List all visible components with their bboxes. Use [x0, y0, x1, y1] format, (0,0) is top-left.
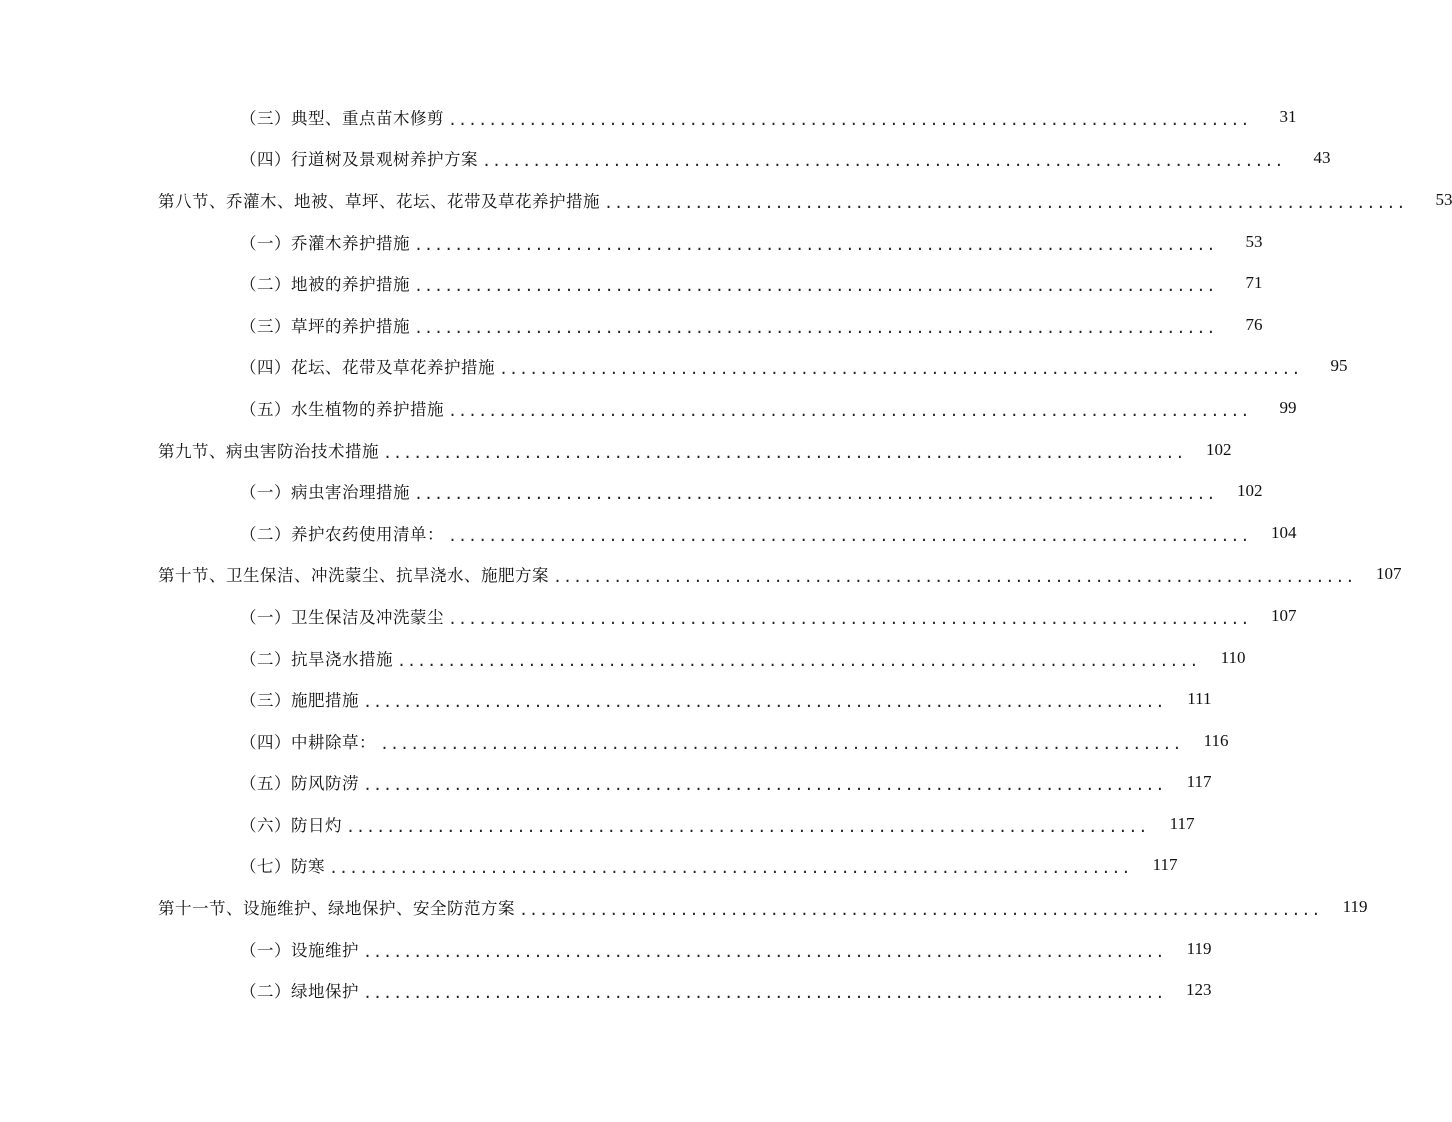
toc-leader-dots: ................................................................................	[448, 526, 1251, 545]
toc-entry[interactable]	[0, 387, 1297, 429]
toc-leader-dots: ................................................................................	[499, 360, 1302, 379]
toc-entry-title: 第十一节、设施维护、绿地保护、安全防范方案	[158, 899, 515, 919]
toc-entry[interactable]	[0, 720, 1229, 762]
toc-entry[interactable]	[0, 845, 1178, 887]
toc-entry-title: （四）中耕除草：	[240, 732, 376, 752]
toc-entry-title: （一）设施维护	[240, 940, 359, 960]
toc-leader-dots: ................................................................................	[448, 401, 1251, 420]
toc-entry[interactable]	[0, 928, 1212, 970]
toc-entry-title: （三）施肥措施	[240, 691, 359, 711]
toc-entry-page: 102	[1236, 481, 1263, 501]
toc-leader-dots: ................................................................................	[604, 193, 1407, 212]
toc-entry-title: 第八节、乔灌木、地被、草坪、花坛、花带及草花养护措施	[158, 191, 600, 211]
toc-leader-dots: ................................................................................	[448, 110, 1251, 129]
toc-leader-dots: ................................................................................	[383, 443, 1186, 462]
toc-entry-page: 99	[1279, 397, 1297, 417]
toc-entry-title: （二）抗旱浇水措施	[240, 649, 393, 669]
toc-entry[interactable]	[0, 637, 1246, 679]
toc-entry-title: （一）病虫害治理措施	[240, 483, 410, 503]
toc-entry-page: 71	[1245, 273, 1263, 293]
toc-entry-title: （七）防寒	[240, 857, 325, 877]
toc-entry[interactable]	[0, 262, 1263, 304]
toc-entry-title: （二）绿地保护	[240, 982, 359, 1002]
toc-leader-dots: ................................................................................	[414, 277, 1217, 296]
toc-entry-page: 119	[1342, 897, 1368, 917]
toc-entry[interactable]	[0, 96, 1297, 138]
toc-entry-page: 123	[1185, 980, 1212, 1000]
toc-leader-dots: ................................................................................	[380, 734, 1183, 753]
toc-leader-dots: ................................................................................	[414, 235, 1217, 254]
toc-entry-page: 117	[1169, 813, 1195, 833]
toc-entry-page: 110	[1220, 647, 1246, 667]
toc-entry[interactable]	[0, 762, 1212, 804]
toc-entry-page: 104	[1270, 522, 1297, 542]
toc-entry-page: 102	[1205, 439, 1232, 459]
toc-entry-title: （五）水生植物的养护措施	[240, 399, 444, 419]
toc-entry-page: 43	[1313, 148, 1331, 168]
toc-entry-title: （三）草坪的养护措施	[240, 316, 410, 336]
toc-entry[interactable]	[0, 512, 1297, 554]
toc-entry-page: 31	[1279, 106, 1297, 126]
toc-entry-title: 第十节、卫生保洁、冲洗蒙尘、抗旱浇水、施肥方案	[158, 566, 549, 586]
toc-leader-dots: ................................................................................	[329, 859, 1132, 878]
toc-entry[interactable]	[0, 346, 1348, 388]
toc-entry-page: 117	[1186, 772, 1212, 792]
toc-entry[interactable]	[0, 470, 1263, 512]
toc-entry-title: （二）养护农药使用清单：	[240, 524, 444, 544]
toc-leader-dots: ................................................................................	[519, 901, 1322, 920]
table-of-contents	[0, 96, 1452, 1011]
toc-section-entry[interactable]	[0, 429, 1232, 471]
toc-entry[interactable]	[0, 221, 1263, 263]
toc-section-entry[interactable]	[0, 554, 1402, 596]
toc-entry-title: 第九节、病虫害防治技术措施	[158, 441, 379, 461]
toc-leader-dots: ................................................................................	[363, 776, 1166, 795]
toc-leader-dots: ................................................................................	[397, 651, 1200, 670]
toc-leader-dots: ................................................................................	[414, 485, 1217, 504]
toc-entry-page: 116	[1203, 730, 1229, 750]
toc-entry-title: （一）乔灌木养护措施	[240, 233, 410, 253]
toc-entry-page: 107	[1375, 564, 1402, 584]
toc-section-entry[interactable]	[0, 886, 1368, 928]
toc-entry-title: （二）地被的养护措施	[240, 275, 410, 295]
toc-entry-page: 119	[1186, 938, 1212, 958]
toc-entry[interactable]	[0, 595, 1297, 637]
toc-entry-title: （一）卫生保洁及冲洗蒙尘	[240, 607, 444, 627]
toc-leader-dots: ................................................................................	[363, 984, 1166, 1003]
toc-section-entry[interactable]	[0, 179, 1452, 221]
toc-entry-page: 107	[1270, 605, 1297, 625]
toc-leader-dots: ................................................................................	[414, 318, 1217, 337]
toc-entry-page: 53	[1435, 189, 1452, 209]
toc-entry-title: （四）行道树及景观树养护方案	[240, 150, 478, 170]
toc-entry-page: 95	[1330, 356, 1348, 376]
toc-leader-dots: ................................................................................	[363, 693, 1166, 712]
toc-entry[interactable]	[0, 138, 1331, 180]
toc-entry[interactable]	[0, 803, 1195, 845]
toc-entry[interactable]	[0, 678, 1212, 720]
toc-entry-title: （四）花坛、花带及草花养护措施	[240, 358, 495, 378]
toc-entry-title: （六）防日灼	[240, 815, 342, 835]
toc-entry-page: 111	[1187, 689, 1212, 709]
toc-leader-dots: ................................................................................	[448, 609, 1251, 628]
toc-entry-title: （五）防风防涝	[240, 774, 359, 794]
toc-entry[interactable]	[0, 969, 1212, 1011]
toc-entry[interactable]	[0, 304, 1263, 346]
toc-leader-dots: ................................................................................	[346, 817, 1149, 836]
toc-leader-dots: ................................................................................	[553, 568, 1356, 587]
toc-entry-title: （三）典型、重点苗木修剪	[240, 108, 444, 128]
toc-leader-dots: ................................................................................	[482, 152, 1285, 171]
toc-leader-dots: ................................................................................	[363, 942, 1166, 961]
toc-entry-page: 76	[1245, 314, 1263, 334]
toc-entry-page: 53	[1245, 231, 1263, 251]
toc-entry-page: 117	[1152, 855, 1178, 875]
